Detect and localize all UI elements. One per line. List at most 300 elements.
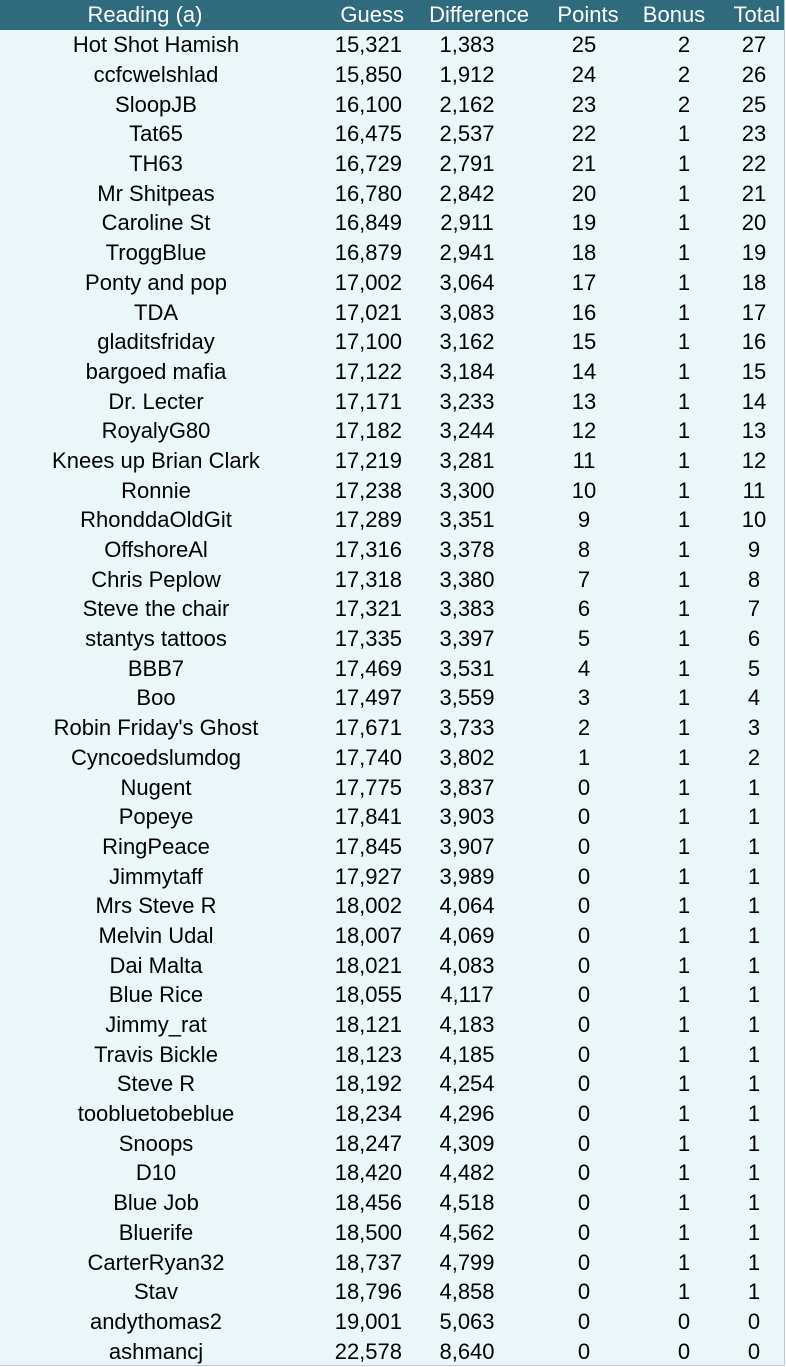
cell-difference: 4,254 — [439, 1071, 495, 1097]
table-row — [0, 268, 784, 298]
cell-difference: 1,383 — [439, 32, 495, 58]
cell-difference: 4,117 — [440, 982, 494, 1008]
cell-points: 0 — [577, 1308, 591, 1334]
table-header — [0, 0, 784, 30]
table-body — [0, 30, 784, 1366]
cell-bonus: 1 — [677, 833, 691, 859]
cell-guess: 18,007 — [334, 922, 402, 948]
cell-guess: 17,740 — [334, 744, 402, 770]
table-row — [0, 208, 784, 238]
cell-total: 1 — [747, 863, 761, 889]
cell-guess: 17,671 — [334, 715, 402, 741]
cell-difference: 3,531 — [439, 655, 495, 681]
table-row — [0, 89, 784, 119]
cell-name: gladitsfriday — [97, 329, 215, 355]
cell-name: D10 — [135, 1160, 177, 1186]
cell-name: Chris Peplow — [91, 566, 221, 592]
cell-guess: 19,001 — [334, 1308, 402, 1334]
cell-name: stantys tattoos — [85, 626, 227, 652]
cell-guess: 18,796 — [334, 1279, 402, 1305]
cell-points: 0 — [577, 1219, 591, 1245]
cell-bonus: 1 — [677, 121, 691, 147]
cell-guess: 16,729 — [334, 151, 402, 177]
table-row — [0, 535, 784, 565]
cell-guess: 15,850 — [334, 62, 402, 88]
cell-name: RingPeace — [102, 833, 210, 859]
table-row — [0, 594, 784, 624]
cell-bonus: 1 — [677, 299, 691, 325]
table-row — [0, 743, 784, 773]
cell-guess: 17,469 — [334, 655, 402, 681]
cell-points: 0 — [577, 1160, 591, 1186]
cell-total: 26 — [741, 62, 767, 88]
cell-points: 0 — [577, 1249, 591, 1275]
cell-total: 1 — [747, 1130, 761, 1156]
cell-points: 0 — [577, 982, 591, 1008]
cell-bonus: 1 — [677, 537, 691, 563]
cell-bonus: 1 — [677, 507, 691, 533]
table-row — [0, 683, 784, 713]
cell-guess: 18,021 — [334, 952, 402, 978]
cell-name: ccfcwelshlad — [93, 62, 219, 88]
table-row — [0, 1188, 784, 1218]
cell-points: 13 — [571, 388, 597, 414]
cell-name: Steve the chair — [82, 596, 230, 622]
cell-name: TroggBlue — [105, 240, 207, 266]
cell-points: 6 — [577, 596, 591, 622]
cell-guess: 18,456 — [334, 1190, 402, 1216]
cell-difference: 3,733 — [439, 715, 495, 741]
table-row — [0, 475, 784, 505]
cell-name: Robin Friday's Ghost — [53, 715, 259, 741]
cell-guess: 17,289 — [334, 507, 402, 533]
cell-points: 0 — [577, 774, 591, 800]
table-row — [0, 1010, 784, 1040]
cell-guess: 22,578 — [334, 1338, 402, 1364]
cell-difference: 4,183 — [439, 1012, 495, 1038]
cell-total: 6 — [747, 626, 761, 652]
table-row — [0, 1247, 784, 1277]
cell-difference: 2,537 — [439, 121, 495, 147]
cell-name: Jimmy_rat — [105, 1012, 207, 1038]
cell-total: 14 — [741, 388, 767, 414]
table-row — [0, 802, 784, 832]
cell-difference: 4,083 — [439, 952, 495, 978]
cell-difference: 2,162 — [439, 91, 495, 117]
table-row — [0, 624, 784, 654]
cell-total: 25 — [741, 91, 767, 117]
table-row — [0, 772, 784, 802]
table-row — [0, 1069, 784, 1099]
cell-bonus: 1 — [677, 388, 691, 414]
table-row — [0, 1218, 784, 1248]
cell-difference: 3,837 — [439, 774, 495, 800]
cell-name: RoyalyG80 — [101, 418, 211, 444]
cell-points: 0 — [577, 863, 591, 889]
cell-bonus: 1 — [677, 893, 691, 919]
cell-difference: 4,185 — [439, 1041, 495, 1067]
cell-bonus: 1 — [677, 1249, 691, 1275]
cell-points: 22 — [571, 121, 597, 147]
cell-total: 1 — [747, 1249, 761, 1275]
table-row — [0, 891, 784, 921]
cell-total: 1 — [747, 1071, 761, 1097]
header-bonus: Bonus — [642, 2, 706, 27]
cell-name: Melvin Udal — [98, 922, 214, 948]
table-row — [0, 1039, 784, 1069]
cell-name: bargoed mafia — [85, 358, 227, 384]
cell-bonus: 2 — [677, 91, 691, 117]
cell-bonus: 1 — [677, 774, 691, 800]
cell-bonus: 1 — [677, 715, 691, 741]
cell-bonus: 1 — [677, 1041, 691, 1067]
cell-difference: 4,562 — [439, 1219, 495, 1245]
table-row — [0, 1158, 784, 1188]
cell-guess: 18,737 — [334, 1249, 402, 1275]
cell-difference: 3,903 — [439, 804, 495, 830]
cell-name: Hot Shot Hamish — [72, 32, 240, 58]
cell-difference: 3,802 — [439, 744, 495, 770]
cell-total: 1 — [747, 1279, 761, 1305]
header-guess: Guess — [340, 2, 404, 27]
cell-guess: 17,238 — [334, 477, 402, 503]
table-row — [0, 653, 784, 683]
cell-bonus: 1 — [677, 418, 691, 444]
table-row — [0, 238, 784, 268]
table-row — [0, 1307, 784, 1337]
cell-guess: 17,321 — [334, 596, 402, 622]
cell-total: 7 — [747, 596, 761, 622]
table-row — [0, 713, 784, 743]
cell-name: BBB7 — [127, 655, 185, 681]
cell-name: Dai Malta — [109, 952, 203, 978]
cell-difference: 3,300 — [439, 477, 495, 503]
cell-total: 9 — [747, 537, 761, 563]
cell-name: toobluetobeblue — [77, 1101, 235, 1127]
cell-bonus: 1 — [677, 1012, 691, 1038]
cell-total: 1 — [747, 922, 761, 948]
cell-name: RhonddaOldGit — [80, 507, 232, 533]
cell-total: 1 — [747, 893, 761, 919]
cell-name: Blue Rice — [108, 982, 204, 1008]
cell-difference: 3,064 — [439, 269, 495, 295]
table-row — [0, 980, 784, 1010]
cell-bonus: 1 — [677, 1071, 691, 1097]
cell-guess: 18,234 — [334, 1101, 402, 1127]
cell-name: CarterRyan32 — [87, 1249, 225, 1275]
cell-points: 0 — [577, 1101, 591, 1127]
cell-name: OffshoreAl — [104, 537, 208, 563]
header-total: Total — [733, 2, 780, 27]
cell-points: 0 — [577, 893, 591, 919]
cell-difference: 3,907 — [439, 833, 495, 859]
cell-bonus: 0 — [677, 1308, 691, 1334]
cell-name: SloopJB — [115, 91, 197, 117]
cell-guess: 18,055 — [334, 982, 402, 1008]
cell-bonus: 1 — [677, 566, 691, 592]
cell-points: 23 — [571, 91, 597, 117]
cell-name: TDA — [134, 299, 178, 325]
table-row — [0, 832, 784, 862]
cell-total: 18 — [741, 269, 767, 295]
cell-points: 0 — [577, 1279, 591, 1305]
cell-total: 0 — [747, 1338, 761, 1364]
cell-bonus: 1 — [677, 358, 691, 384]
cell-bonus: 1 — [677, 626, 691, 652]
cell-total: 12 — [741, 447, 767, 473]
cell-points: 0 — [577, 952, 591, 978]
cell-bonus: 1 — [677, 1279, 691, 1305]
cell-total: 16 — [741, 329, 767, 355]
cell-difference: 2,842 — [439, 180, 495, 206]
cell-guess: 17,219 — [334, 447, 402, 473]
cell-name: Dr. Lecter — [108, 388, 204, 414]
cell-difference: 2,791 — [439, 151, 495, 177]
cell-guess: 17,845 — [334, 833, 402, 859]
cell-total: 17 — [741, 299, 767, 325]
table-row — [0, 386, 784, 416]
cell-total: 1 — [747, 1012, 761, 1038]
cell-guess: 17,927 — [334, 863, 402, 889]
cell-bonus: 1 — [677, 922, 691, 948]
table-row — [0, 1277, 784, 1307]
cell-name: Mrs Steve R — [95, 893, 217, 919]
cell-difference: 5,063 — [439, 1308, 495, 1334]
cell-bonus: 1 — [677, 269, 691, 295]
cell-name: Bluerife — [118, 1219, 194, 1245]
cell-guess: 17,182 — [334, 418, 402, 444]
cell-points: 4 — [577, 655, 591, 681]
cell-total: 27 — [741, 32, 767, 58]
cell-difference: 3,351 — [439, 507, 495, 533]
cell-points: 3 — [577, 685, 591, 711]
cell-total: 5 — [747, 655, 761, 681]
cell-guess: 18,192 — [334, 1071, 402, 1097]
table-row — [0, 60, 784, 90]
cell-bonus: 1 — [677, 655, 691, 681]
cell-total: 1 — [747, 833, 761, 859]
cell-bonus: 1 — [677, 863, 691, 889]
cell-guess: 18,123 — [334, 1041, 402, 1067]
cell-guess: 16,100 — [334, 91, 402, 117]
cell-guess: 16,879 — [334, 240, 402, 266]
cell-difference: 3,559 — [439, 685, 495, 711]
cell-points: 11 — [572, 447, 596, 473]
cell-total: 0 — [747, 1308, 761, 1334]
cell-bonus: 1 — [677, 329, 691, 355]
cell-points: 10 — [571, 477, 597, 503]
cell-bonus: 0 — [677, 1338, 691, 1364]
table-row — [0, 327, 784, 357]
cell-difference: 1,912 — [439, 62, 495, 88]
table-row — [0, 564, 784, 594]
cell-total: 1 — [747, 1160, 761, 1186]
cell-name: ashmancj — [108, 1338, 204, 1364]
cell-points: 5 — [577, 626, 591, 652]
cell-bonus: 1 — [677, 804, 691, 830]
cell-difference: 3,989 — [439, 863, 495, 889]
cell-points: 0 — [577, 1012, 591, 1038]
cell-name: Jimmytaff — [109, 863, 203, 889]
cell-guess: 17,318 — [334, 566, 402, 592]
cell-guess: 17,122 — [334, 358, 402, 384]
cell-total: 21 — [741, 180, 767, 206]
cell-difference: 3,244 — [439, 418, 495, 444]
cell-total: 2 — [747, 744, 761, 770]
cell-points: 0 — [577, 833, 591, 859]
cell-bonus: 1 — [677, 982, 691, 1008]
table-row — [0, 30, 784, 60]
cell-difference: 4,309 — [439, 1130, 495, 1156]
cell-points: 0 — [577, 1041, 591, 1067]
cell-total: 20 — [741, 210, 767, 236]
cell-difference: 4,069 — [439, 922, 495, 948]
cell-points: 0 — [577, 1071, 591, 1097]
cell-total: 8 — [747, 566, 761, 592]
cell-difference: 4,518 — [439, 1190, 495, 1216]
cell-total: 11 — [742, 477, 766, 503]
cell-name: Mr Shitpeas — [97, 180, 215, 206]
cell-bonus: 1 — [677, 1101, 691, 1127]
cell-name: TH63 — [129, 151, 183, 177]
cell-points: 20 — [571, 180, 597, 206]
cell-bonus: 1 — [677, 1219, 691, 1245]
cell-total: 13 — [741, 418, 767, 444]
cell-guess: 17,171 — [334, 388, 402, 414]
cell-guess: 18,002 — [334, 893, 402, 919]
cell-difference: 3,184 — [439, 358, 495, 384]
cell-total: 1 — [747, 1041, 761, 1067]
cell-name: Ronnie — [121, 477, 191, 503]
cell-points: 1 — [577, 744, 591, 770]
cell-name: Travis Bickle — [94, 1041, 218, 1067]
cell-bonus: 2 — [677, 32, 691, 58]
table-row — [0, 1099, 784, 1129]
cell-points: 16 — [571, 299, 597, 325]
table-row — [0, 178, 784, 208]
cell-difference: 4,799 — [439, 1249, 495, 1275]
cell-difference: 3,083 — [439, 299, 495, 325]
table-row — [0, 416, 784, 446]
cell-name: Stav — [133, 1279, 179, 1305]
table-row — [0, 505, 784, 535]
cell-difference: 4,064 — [439, 893, 495, 919]
table-row — [0, 950, 784, 980]
table-row — [0, 1336, 784, 1366]
cell-total: 22 — [741, 151, 767, 177]
cell-difference: 3,378 — [439, 537, 495, 563]
table-row — [0, 119, 784, 149]
header-name: Reading (a) — [87, 2, 203, 27]
cell-total: 1 — [747, 982, 761, 1008]
cell-bonus: 1 — [677, 240, 691, 266]
cell-name: Boo — [136, 685, 176, 711]
cell-difference: 2,941 — [439, 240, 495, 266]
cell-bonus: 1 — [677, 1130, 691, 1156]
cell-points: 19 — [571, 210, 597, 236]
cell-bonus: 1 — [677, 180, 691, 206]
cell-difference: 3,281 — [439, 447, 495, 473]
cell-total: 15 — [741, 358, 767, 384]
cell-bonus: 1 — [677, 477, 691, 503]
cell-guess: 15,321 — [334, 32, 402, 58]
cell-name: Nugent — [120, 774, 192, 800]
cell-guess: 17,497 — [334, 685, 402, 711]
header-difference: Difference — [429, 2, 529, 27]
cell-total: 19 — [741, 240, 767, 266]
cell-name: Ponty and pop — [85, 269, 227, 295]
cell-guess: 17,316 — [334, 537, 402, 563]
cell-total: 1 — [747, 1219, 761, 1245]
cell-bonus: 1 — [677, 151, 691, 177]
cell-guess: 17,775 — [334, 774, 402, 800]
table-row — [0, 1128, 784, 1158]
cell-total: 23 — [741, 121, 767, 147]
cell-points: 25 — [571, 32, 597, 58]
cell-bonus: 1 — [677, 210, 691, 236]
cell-points: 12 — [571, 418, 597, 444]
cell-difference: 3,383 — [439, 596, 495, 622]
cell-bonus: 1 — [677, 685, 691, 711]
table-row — [0, 921, 784, 951]
cell-total: 1 — [747, 1101, 761, 1127]
cell-difference: 2,911 — [440, 210, 494, 236]
cell-guess: 18,121 — [334, 1012, 402, 1038]
header-points: Points — [557, 2, 619, 27]
cell-points: 15 — [571, 329, 597, 355]
cell-guess: 16,475 — [334, 121, 402, 147]
cell-name: Knees up Brian Clark — [52, 447, 260, 473]
cell-guess: 18,247 — [334, 1130, 402, 1156]
cell-bonus: 1 — [677, 744, 691, 770]
cell-bonus: 1 — [677, 447, 691, 473]
cell-total: 10 — [741, 507, 767, 533]
cell-name: Cyncoedslumdog — [71, 744, 241, 770]
cell-difference: 3,233 — [439, 388, 495, 414]
cell-total: 1 — [747, 952, 761, 978]
cell-bonus: 1 — [677, 1190, 691, 1216]
cell-guess: 17,841 — [334, 804, 402, 830]
cell-total: 1 — [747, 1190, 761, 1216]
cell-difference: 3,162 — [439, 329, 495, 355]
cell-name: Caroline St — [101, 210, 211, 236]
table-row — [0, 446, 784, 476]
cell-points: 2 — [577, 715, 591, 741]
cell-name: Popeye — [118, 804, 194, 830]
header-row — [0, 0, 784, 30]
cell-difference: 4,296 — [439, 1101, 495, 1127]
cell-bonus: 1 — [677, 952, 691, 978]
cell-guess: 17,100 — [334, 329, 402, 355]
cell-name: Snoops — [118, 1130, 194, 1156]
cell-total: 1 — [747, 774, 761, 800]
cell-difference: 4,482 — [439, 1160, 495, 1186]
cell-name: Blue Job — [113, 1190, 199, 1216]
table-row — [0, 357, 784, 387]
cell-points: 21 — [571, 151, 597, 177]
cell-points: 0 — [577, 804, 591, 830]
cell-points: 9 — [577, 507, 591, 533]
cell-guess: 17,002 — [334, 269, 402, 295]
table-row — [0, 149, 784, 179]
cell-name: andythomas2 — [89, 1308, 223, 1334]
cell-name: Tat65 — [129, 121, 183, 147]
cell-points: 14 — [571, 358, 597, 384]
cell-difference: 4,858 — [439, 1279, 495, 1305]
cell-total: 3 — [747, 715, 761, 741]
cell-name: Steve R — [116, 1071, 196, 1097]
cell-points: 0 — [577, 922, 591, 948]
